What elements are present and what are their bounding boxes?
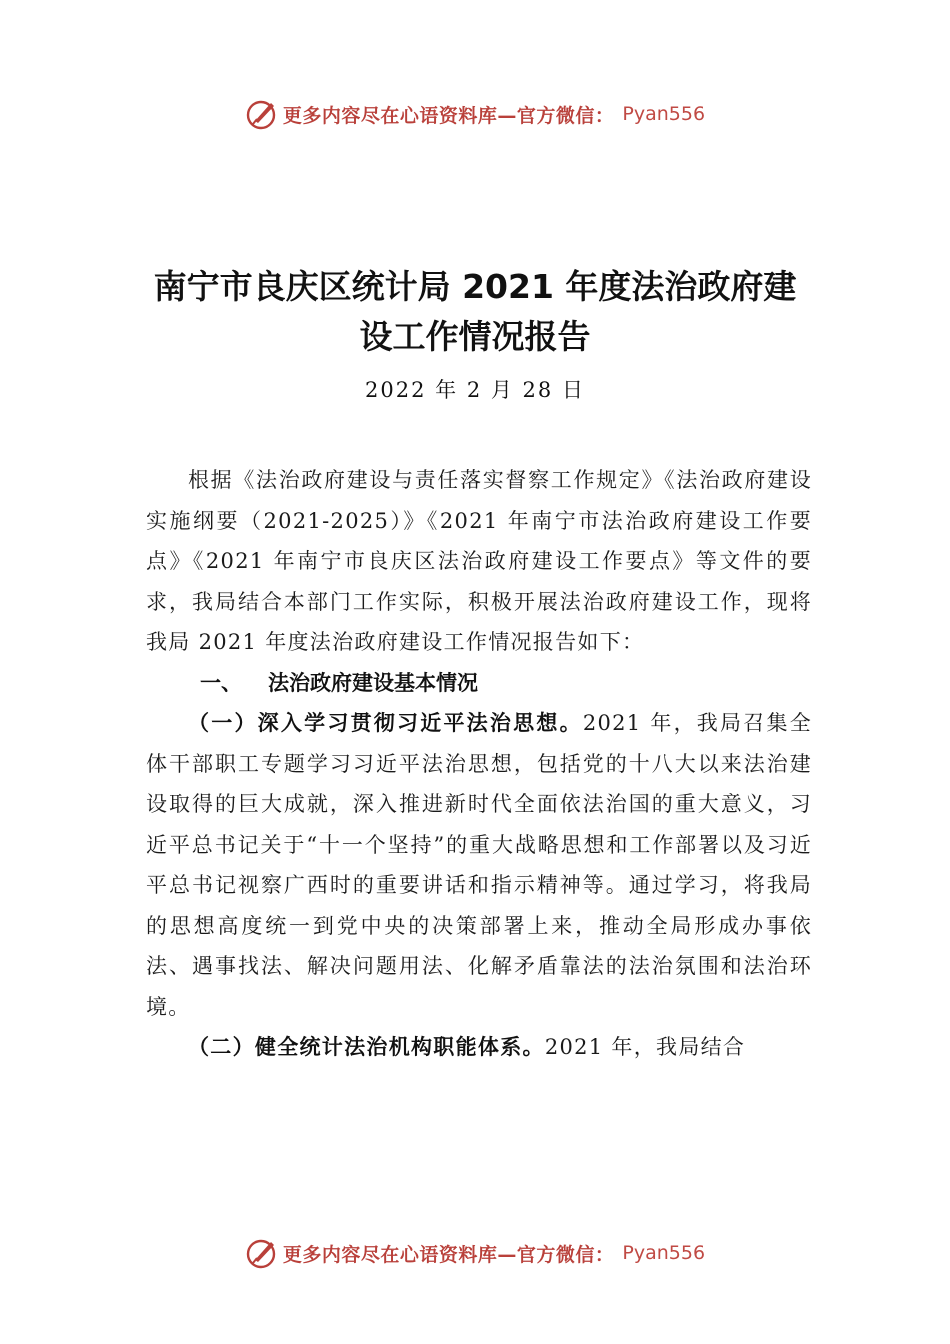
item2-heading: （二）健全统计法治机构职能体系。 — [188, 1034, 545, 1059]
watermark-text: 更多内容尽在心语资料库—官方微信： — [282, 1243, 615, 1266]
quill-logo-icon — [245, 97, 279, 131]
document-title-line2: 设工作情况报告 — [359, 317, 591, 356]
section-number: 一、 — [200, 670, 242, 695]
item2-paragraph — [146, 1027, 812, 1068]
watermark-header — [0, 94, 950, 134]
item1-heading: （一）深入学习贯彻习近平法治思想。 — [188, 710, 583, 735]
quill-logo-icon — [245, 1236, 279, 1270]
document-body — [146, 460, 812, 1068]
item2-text: 2021 年，我局结合 — [544, 1035, 746, 1059]
watermark-text: 更多内容尽在心语资料库—官方微信： — [282, 104, 615, 127]
watermark-contact: Pyan556 — [622, 103, 706, 125]
section-title: 法治政府建设基本情况 — [268, 670, 478, 695]
item1-paragraph — [146, 703, 812, 1027]
intro-paragraph: 根据《法治政府建设与责任落实督察工作规定》《法治政府建设实施纲要（2021-2025）》《2021 年南宁市法治政府建设工作要点》《2021 年南宁市良庆区法治政府建设工作要点》等文件的要求，我局结合本部门工作实际，积极开展法治政府建设工作，现将我局 2021 年度法治政府建设工作情况报告如下： — [146, 468, 812, 654]
document-title-line1: 南宁市良庆区统计局 2021 年度法治政府建 — [153, 267, 797, 306]
watermark-contact: Pyan556 — [622, 1242, 706, 1264]
document-date: 2022 年 2 月 28 日 — [365, 378, 585, 402]
section-heading — [146, 663, 812, 704]
watermark-footer — [0, 1233, 950, 1273]
item1-text: 2021 年，我局召集全体干部职工专题学习习近平法治思想，包括党的十八大以来法治建设取得的巨大成就，深入推进新时代全面依法治国的重大意义，习近平总书记关于“十一个坚持”的重大战略思想和工作部署以及习近平总书记视察广西时的重要讲话和指示精神等。通过学习，将我局的思想高度统一到党中央的决策部署上来，推动全局形成办事依法、遇事找法、解决问题用法、化解矛盾靠法的法治氛围和法治环境。 — [146, 711, 812, 1019]
